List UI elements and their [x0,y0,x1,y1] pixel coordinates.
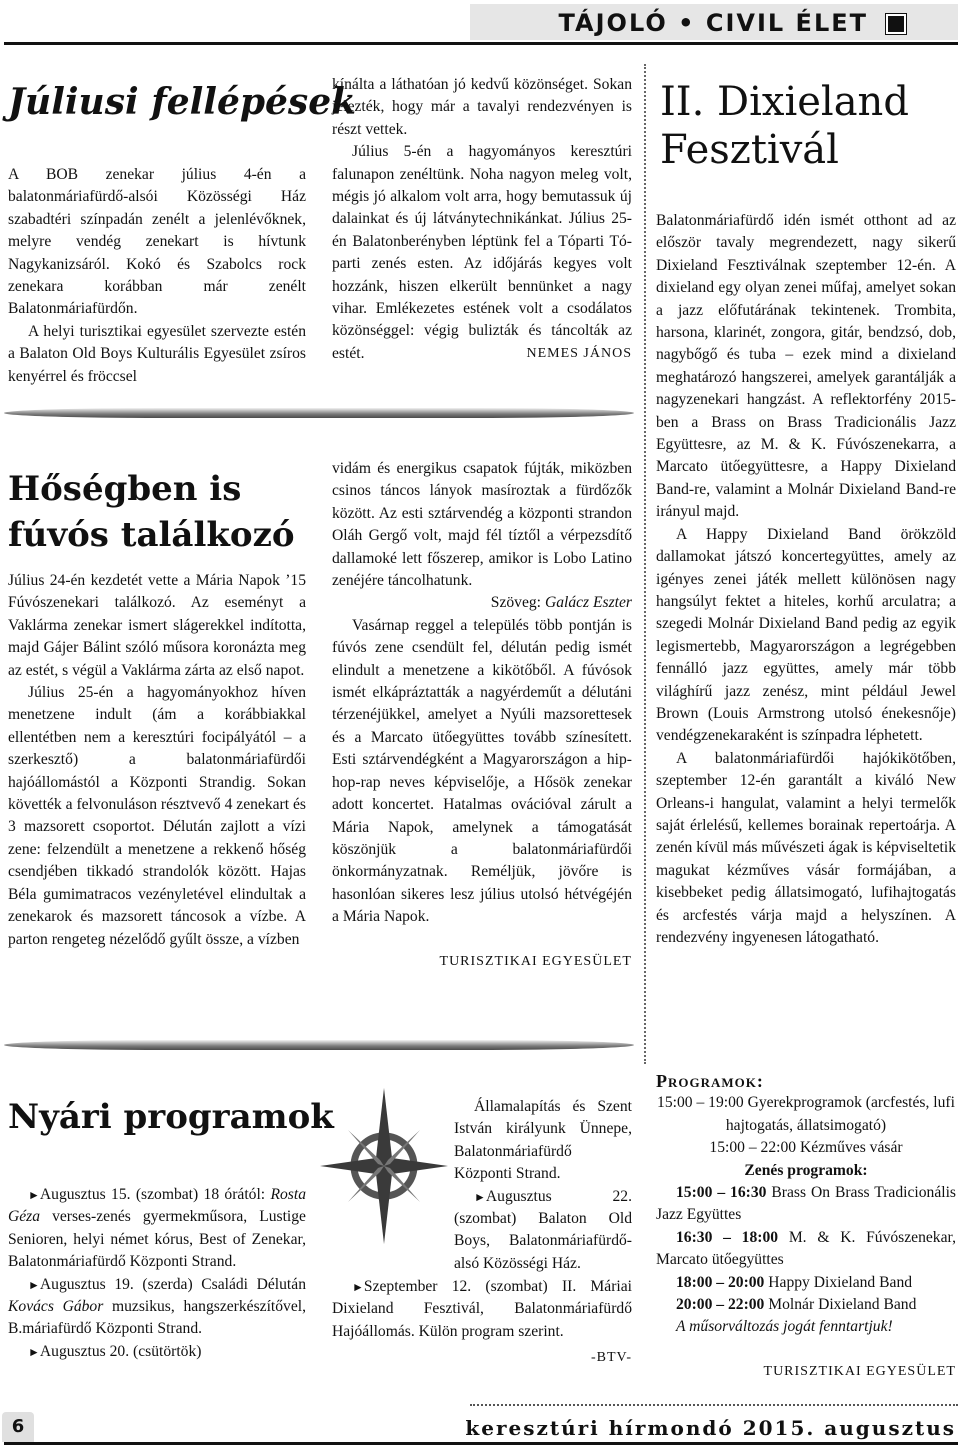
article3-body-cont2 [332,1276,632,1370]
paragraph: Július 24-én kezdetét vette a Mária Napok ’15 Fúvószenekari találkozó. Az eseményt a Vaklárma zenekar ismert slágerekkel indította, majd Gájer Bálint szóló műsora koronázta meg az estét, s végül a Vaklárma zárta az első napot. [8,572,306,679]
footer-rule [470,1404,958,1406]
program-item: 20:00 – 22:00 Molnár Dixieland Band [676,1296,917,1314]
program-item: 15:00 – 16:30 Brass On Brass Tradicionális Jazz Együttes [656,1184,956,1224]
paragraph: Július 5-én a hagyományos keresztúri falunapon zenéltünk. Noha nagyon meleg volt, mégis jó alkalom volt arra, hogy bemutassuk új dalainkat és új látványtechnikánkat. Július 25-én Balatonberényben léptünk fel a Tóparti Tó-parti zenés esten. Az időjárás kegyes volt hozzánk, hiszen elkerült bennünket a nagy vihar. Emlékezetes estének volt a csodálatos közönséggel: végig bulizták és táncolták az estét. [332,143,632,362]
paragraph: A helyi turisztikai egyesület szervezte estén a Balaton Old Boys Kulturális Egyesület zsíros kenyérrel és fröccsel [8,322,306,385]
event-item: ►Augusztus 20. (csütörtök) [28,1342,202,1360]
paragraph: A balatonmáriafürdői hajókikötőben, szeptember 12-én garantált a kiváló New Orleans-i hangulat, valamint a helyi termelők saját érlelésű, kellemes borainak repertoárja. A zenén kívül más művészeti ágak is képviseltetik magukat kézműves vásár formájában, a kisebbeket pedig állatsimogató, lufihajtogatás és arcfestés várja majd a helyszínen. A rendezvény ingyenesen látogatható. [656,749,956,946]
header-square-icon [886,14,906,34]
paragraph: Július 25-én a hagyományokhoz híven menetzene indult (ám a korábbiakkal ellentétben nem a keresztúri focipályától – a szerkesztő) a balatonmáriafürdői hajóállomástól a Központi Strandig. Sokan követték a felvonuláson résztvevő 4 zenekart és 3 mazsorett csoportot. Délután zajlott a vízi zene: felzendült a menetzene a rekkenő hőség csendjében tikkadó strandolók között. Hajas Béla gumimatracos vezényletével elindultak a zenekarok és mazsorett táncosok a vízbe. A parton rengeteg nézelődő gyűlt össze, a vízben [8,684,306,948]
signature: -BTV- [590,1350,632,1366]
programs-box [656,1070,956,1383]
signature: NEMES JÁNOS [526,346,632,362]
article-title-dixieland: II. Dixieland Fesztivál [660,79,909,173]
article3-body-cont [454,1096,632,1275]
bottom-rule [4,1442,958,1445]
publication-name: keresztúri hírmondó 2015. augusztus [465,1416,956,1440]
section-divider-swoosh [4,408,634,418]
article1-body-cont [332,74,632,366]
signature: TURISZTIKAI EGYESÜLET [439,953,632,969]
column-divider [644,64,646,1064]
article-title-hosegben: Hőségben is fúvós találkozó [8,469,295,555]
music-heading: Zenés programok: [744,1161,868,1179]
program-item: 18:00 – 20:00 Happy Dixieland Band [676,1273,913,1291]
compass-rose-icon [318,1086,450,1246]
section-divider-swoosh [4,1040,634,1050]
article3-body [8,1184,306,1363]
paragraph: kínálta a láthatóan jó kedvű közönséget. Sokan jelezték, hogy már a tavalyi rendezvényen is részt vettek. [332,76,632,138]
article4-body [656,210,956,949]
paragraph: Vasárnap reggel a település több pontján is fúvós zene csendült fel, délután pedig ismét elindult a menetzene a kikötőből. A fúvósok ismét elkápráztatták a nagyérdeműt a délutáni térzenéjükkel, amelyet a Nyúli mazsorettesek és a Marcato ütőegyüttes tovább színesített. Esti sztárvendégként a Magyarországon a hip-hop-rap neves képviselője, a Hősök zenekar adott koncertet. Hatalmas ovációval zárult a Mária Napok, amelynek a támogatását köszönjük a balatonmáriafürdői önkormányzatnak. Reméljük, jövőre is hasonlóan sikeres lesz július utolsó hétvégéjén a Mária Napok. [332,616,632,926]
arrow-icon: ► [28,1344,40,1359]
article1-body [8,164,306,388]
event-item: ►Augusztus 22. (szombat) Balaton Old Boys, Balatonmáriafürdő-alsó Közösségi Ház. [454,1187,632,1272]
arrow-icon: ► [28,1277,40,1292]
section-header-bar [470,4,958,40]
program-item: 15:00 – 19:00 Gyerekprogramok (arcfestés, lufi hajtogatás, állatsimogató) [657,1094,955,1134]
article2-body [8,570,306,951]
disclaimer: A műsorváltozás jogát fenntartjuk! [676,1318,893,1336]
event-item: ►Augusztus 19. (szerda) Családi Délután Kovács Gábor muzsikus, hangszerkészítővel, B.máriafürdő Központi Strand. [8,1275,306,1338]
header-rule [4,42,958,45]
programs-heading: Programok: [656,1071,764,1091]
paragraph: Balatonmáriafürdő idén ismét otthont ad az először tavaly megrendezett, nagy sikerű Dixieland Fesztiválnak szeptember 12-én. A dixieland egy olyan zenei műfaj, amelyet sokan a jazz előfutárának tekintenek. Trombita, harsona, klarinét, zongora, gitár, bendzsó, dob, nagybőgő és tuba – ezek mind a dixieland meghatározó hangszerei, amelyek garantálják a nagyzenekari hangzást. A reflektorfény 2015-ben a Brass on Brass Tradicionális Jazz Együttesre, az M. & K. Fúvószenekarra, a Marcato ütőegyüttesre, a Happy Dixieland Band-re, valamint a Molnár Dixieland Band-re irányul majd. [656,212,956,521]
section-title: TÁJOLÓ • CIVIL ÉLET [558,9,868,37]
arrow-icon: ► [474,1189,486,1204]
signature: TURISZTIKAI EGYESÜLET [763,1363,956,1379]
article2-body-cont [332,458,632,973]
event-item: ►Szeptember 12. (szombat) II. Máriai Dixieland Fesztivál, Balatonmáriafürdő Hajóállomás. Külön program szerint. [332,1278,632,1340]
paragraph: A BOB zenekar július 4-én a balatonmáriafürdő-alsói Közösségi Ház szabadtéri színpadán zenélt a jelenlévőknek, melyre vendég zenekart is hívtunk Nagykanizsáról. Kokó és Szabolcs rock zenekara korábban már zenélt Balatonmáriafürdőn. [8,166,306,318]
paragraph: vidám és energikus csapatok fújták, miközben csinos táncos lányok masíroztak a fürdőzők között. Az esti sztárvendég a központi strandon Oláh Gergő volt, majd fél tíztől a vérpezsdítő dallamoké lett főszerep, amikor is Lobo Latino zenéjére táncolhatunk. [332,460,632,590]
event-item: ►Augusztus 15. (szombat) 18 órától: Rosta Géza verses-zenés gyermekműsora, Lustige Senioren, helyi német kórus, Best of Zenekar, Balatonmáriafürdő Központi Strand. [8,1186,307,1271]
program-item: 16:30 – 18:00 M. & K. Fúvószenekar, Marcato ütőegyüttes [656,1228,956,1269]
article-title-nyari: Nyári programok [8,1097,334,1137]
page-number: 6 [2,1412,34,1442]
paragraph: Államalapítás és Szent István királyunk Ünnepe, Balatonmáriafürdő Központi Strand. [454,1098,632,1183]
paragraph: A Happy Dixieland Band örökzöld dallamokat játszó koncertegyüttes, amely az igényes zenei játék mellett különösen nagy hangsúlyt fektet a hiteles, korhű arculatra; a szegedi Molnár Dixieland Band pedig az egyik legismertebb, Magyarországon a legrégebben fennálló jazz együttes, amely már több világhírű jazz zenész, mint például Jewel Brown (Louis Armstrong utolsó énekesnője) vendégzenekaraként is színpadra léphetett. [656,525,956,745]
article-title-juliusi: Júliusi fellépések [8,81,357,123]
text-credit: Szöveg: Galácz Eszter [490,594,632,612]
arrow-icon: ► [28,1188,40,1202]
arrow-icon: ► [352,1280,364,1294]
program-item: 15:00 – 22:00 Kézműves vásár [709,1139,903,1157]
